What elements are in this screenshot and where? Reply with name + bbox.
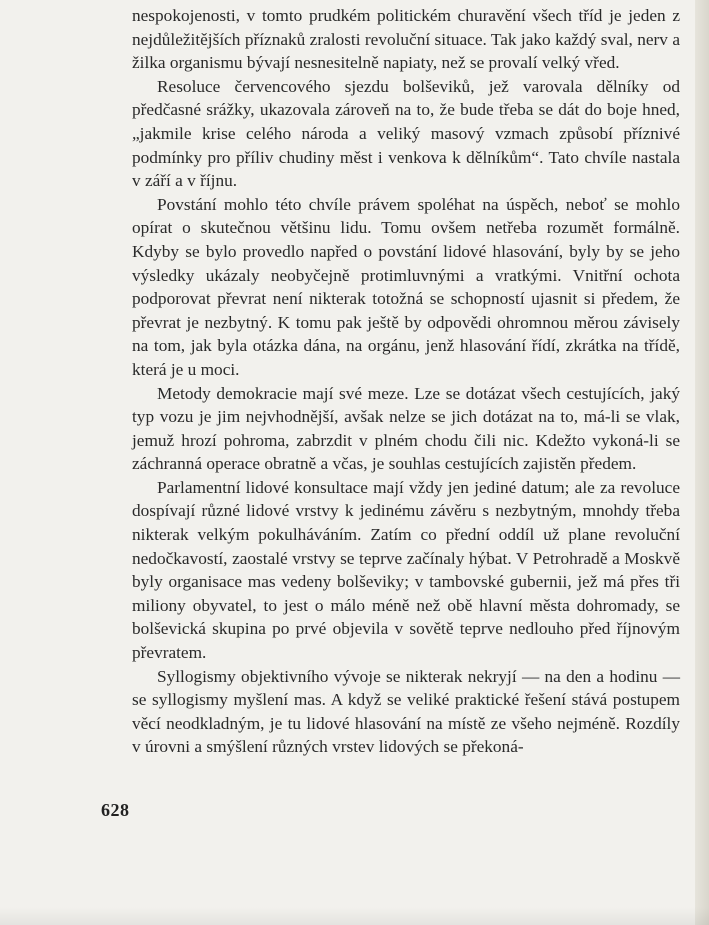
paragraph: Syllogismy objektivního vývoje se nikterak nekryjí — na den a hodinu — se syllogismy myšlení mas. A když se veliké praktické řešení stává postupem věcí neodkladným, je tu lidové hlasování na místě ze všeho nejméně. Rozdíly v úrovni a smýšlení různých vrstev lidových se překoná-: [132, 666, 680, 757]
page-number: 628: [101, 800, 130, 820]
page-shadow: [0, 907, 709, 925]
paragraph: Metody demokracie mají své meze. Lze se dotázat všech cestujících, jaký typ vozu je jim nejvhodnější, avšak nelze se jich dotázat na to, má-li se vlak, jemuž hrozí pohroma, zabrzdit v plném chodu čili nic. Kdežto vykoná-li se záchranná operace obratně a včas, je souhlas cestujících zajistěn předem.: [132, 383, 680, 474]
paragraph: Povstání mohlo této chvíle právem spoléhat na úspěch, neboť se mohlo opírat o skutečnou většinu lidu. Tomu ovšem netřeba rozumět formálně. Kdyby se bylo provedlo napřed o povstání lidové hlasování, byly by se jeho výsledky ukázaly neobyčejně protimluvnými a vratkými. Vnitřní ochota podporovat převrat není nikterak totožná se schopností ujasnit si předem, že převrat je nezbytný. K tomu pak ještě by odpovědi ohromnou měrou závisely na tom, jak byla otázka dána, na orgánu, jenž hlasování řídí, zkrátka na třídě, která je u moci.: [132, 194, 680, 379]
paragraph: Parlamentní lidové konsultace mají vždy jen jediné datum; ale za revoluce dospívají různé lidové vrstvy k jedinému závěru s nezbytným, mnohdy třeba nikterak velkým pokulháváním. Zatím co přední oddíl už plane revoluční nedočkavostí, zaostalé vrstvy se teprve začínaly hýbat. V Petrohradě a Moskvě byly organisace mas vedeny bolševiky; v tambovské gubernii, jež má přes tři miliony obyvatel, to jest o málo méně než obě hlavní města dohromady, se bolševická skupina po prvé objevila v sovětě teprve nedlouho před říjnovým převratem.: [132, 477, 680, 663]
page-edge: [695, 0, 709, 925]
paragraph: Resoluce červencového sjezdu bolševiků, jež varovala dělníky od předčasné srážky, ukazovala zároveň na to, že bude třeba se dát do boje hned, „jakmile krise celého národa a veliký masový vzmach způsobí příznivé podmínky pro příliv chudiny měst i venkova k dělníkům“. Tato chvíle nastala v září a v říjnu.: [132, 76, 680, 191]
paragraph: nespokojenosti, v tomto prudkém politickém churavění všech tříd je jeden z nejdůležitějších příznaků zralosti revoluční situace. Tak jako každý sval, nerv a žilka organismu bývají nesnesitelně napiaty, než se provalí velký vřed.: [132, 6, 680, 73]
body-text: [132, 4, 680, 759]
